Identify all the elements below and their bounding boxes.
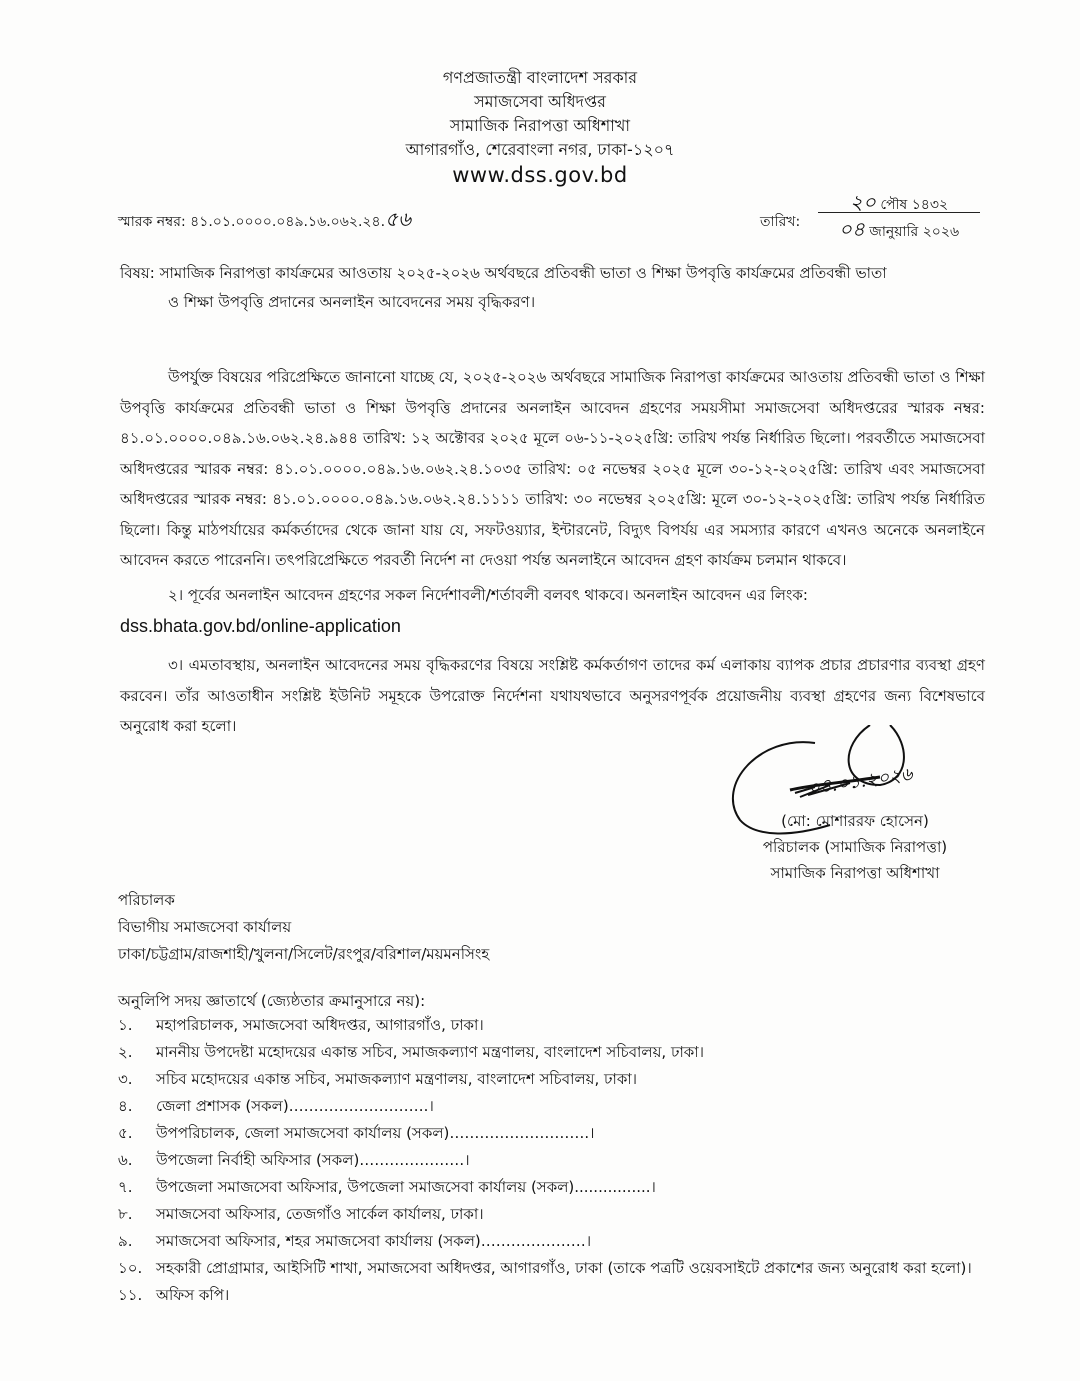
body-paragraph-2-text: ২। পূর্বের অনলাইন আবেদন গ্রহণের সকল নির্দেশাবলী/শর্তাবলী বলবৎ থাকবে। অনলাইন আবেদন এর লিংক: <box>168 586 808 604</box>
letterhead-address: আগারগাঁও, শেরেবাংলা নগর, ঢাকা-১২০৭ <box>405 140 675 159</box>
bangla-date-day: ২০ <box>849 190 876 214</box>
bangla-date-month-year: পৌষ ১৪৩২ <box>880 197 949 213</box>
gregorian-date-month-year: জানুয়ারি ২০২৬ <box>869 224 960 240</box>
cc-list <box>118 1012 988 1309</box>
cc-item-text: সমাজসেবা অফিসার, তেজগাঁও সার্কেল কার্যালয়, ঢাকা। <box>156 1205 484 1223</box>
signatory <box>720 808 990 886</box>
cc-title: অনুলিপি সদয় জ্ঞাতার্থে (জ্যেষ্ঠতার ক্রমানুসারে নয়): <box>118 992 426 1010</box>
recipient-divisions: ঢাকা/চট্টগ্রাম/রাজশাহী/খুলনা/সিলেট/রংপুর/বরিশাল/ময়মনসিংহ <box>118 945 490 963</box>
cc-item-number: ৭. <box>118 1178 133 1196</box>
memo-handwritten-suffix: ৫৬ <box>385 207 412 231</box>
cc-item <box>118 1255 988 1282</box>
cc-item-text: উপপরিচালক, জেলা সমাজসেবা কার্যালয় (সকল)……………………….। <box>156 1124 595 1142</box>
cc-item-number: ৩. <box>118 1070 133 1088</box>
letterhead-branch: সামাজিক নিরাপত্তা অধিশাখা <box>449 116 631 135</box>
letterhead-website: www.dss.gov.bd <box>452 163 628 187</box>
cc-item <box>118 1282 988 1309</box>
cc-item-number: ৮. <box>118 1205 133 1223</box>
cc-item-number: ৯. <box>118 1232 133 1250</box>
cc-item-number: ১১. <box>118 1286 143 1304</box>
cc-item-number: ৪. <box>118 1097 133 1115</box>
cc-item <box>118 1012 988 1039</box>
subject <box>120 259 990 317</box>
letterhead-government: গণপ্রজাতন্ত্রী বাংলাদেশ সরকার <box>442 68 638 87</box>
recipient <box>118 887 489 968</box>
memo-number <box>118 205 411 238</box>
subject-line-2: ও শিক্ষা উপবৃত্তি প্রদানের অনলাইন আবেদনের সময় বৃদ্ধিকরণ। <box>168 293 536 311</box>
cc-item-text: সহকারী প্রোগ্রামার, আইসিটি শাখা, সমাজসেবা অধিদপ্তর, আগারগাঁও, ঢাকা (তাকে পত্রটি ওয়েবসাইটে প্রকাশের জন্য অনুরোধ করা হলো)। <box>156 1259 972 1277</box>
cc-item-text: সচিব মহোদয়ের একান্ত সচিব, সমাজকল্যাণ মন্ত্রণালয়, বাংলাদেশ সচিবালয়, ঢাকা। <box>156 1070 638 1088</box>
cc-item-number: ২. <box>118 1043 133 1061</box>
letterhead <box>0 66 1080 188</box>
signatory-office: সামাজিক নিরাপত্তা অধিশাখা <box>770 864 940 882</box>
cc-item <box>118 1201 988 1228</box>
cc-item-number: ৬. <box>118 1151 133 1169</box>
signature-date: ০৪.০১.২০২৬ <box>806 763 914 800</box>
cc-item-number: ১. <box>118 1016 133 1034</box>
recipient-title: পরিচালক <box>118 891 175 909</box>
gregorian-date <box>818 213 980 239</box>
memo-label: স্মারক নম্বর: <box>118 214 186 230</box>
online-application-link[interactable]: dss.bhata.gov.bd/online-application <box>120 615 401 636</box>
signatory-designation: পরিচালক (সামাজিক নিরাপত্তা) <box>762 838 948 856</box>
bangla-date <box>818 188 980 213</box>
memo-number-value: ৪১.০১.০০০০.০৪৯.১৬.০৬২.২৪. <box>190 214 386 230</box>
cc-item <box>118 1039 988 1066</box>
cc-item-number: ১০. <box>118 1259 143 1277</box>
cc-item <box>118 1093 988 1120</box>
body-paragraph-2 <box>120 580 985 641</box>
cc-item <box>118 1120 988 1147</box>
cc-item <box>118 1228 988 1255</box>
gregorian-date-day: ০৪ <box>838 217 865 241</box>
cc-item <box>118 1174 988 1201</box>
cc-item-text: উপজেলা সমাজসেবা অফিসার, উপজেলা সমাজসেবা কার্যালয় (সকল)................। <box>156 1178 656 1196</box>
cc-item <box>118 1066 988 1093</box>
cc-item-text: উপজেলা নির্বাহী অফিসার (সকল)…………………। <box>156 1151 470 1169</box>
recipient-office: বিভাগীয় সমাজসেবা কার্যালয় <box>118 918 292 936</box>
cc-item-text: মাননীয় উপদেষ্টা মহোদয়ের একান্ত সচিব, সমাজকল্যাণ মন্ত্রণালয়, বাংলাদেশ সচিবালয়, ঢাকা। <box>156 1043 705 1061</box>
body-paragraph-3-text: ৩। এমতাবস্থায়, অনলাইন আবেদনের সময় বৃদ্ধিকরণের বিষয়ে সংশ্লিষ্ট কর্মকর্তাগণ তাদের কর্ম এলাকায় ব্যাপক প্রচার প্রচারণার ব্যবস্থা গ্রহণ করবেন। তাঁর আওতাধীন সংশ্লিষ্ট ইউনিট সমূহকে উপরোক্ত নির্দেশনা যথাযথভাবে অনুসরণপূর্বক প্রয়োজনীয় ব্যবস্থা গ্রহণের জন্য বিশেষভাবে অনুরোধ করা হলো। <box>120 656 985 735</box>
cc-item <box>118 1147 988 1174</box>
cc-item-text: সমাজসেবা অফিসার, শহর সমাজসেবা কার্যালয় (সকল)…………………। <box>156 1232 592 1250</box>
body-paragraph-1-text: উপর্যুক্ত বিষয়ের পরিপ্রেক্ষিতে জানানো যাচ্ছে যে, ২০২৫-২০২৬ অর্থবছরে সামাজিক নিরাপত্তা কার্যক্রমের আওতায় প্রতিবন্ধী ভাতা ও শিক্ষা উপবৃত্তি কার্যক্রমের প্রতিবন্ধী ভাতা ও শিক্ষা উপবৃত্তি প্রদানের অনলাইন আবেদন গ্রহণের সময়সীমা সমাজসেবা অধিদপ্তরের স্মারক নম্বর: ৪১.০১.০০০০.০৪৯.১৬.০৬২.২৪.৯৪৪ তারিখ: ১২ অক্টোবর ২০২৫ মূলে ০৬-১১-২০২৫খ্রি: তারিখ পর্যন্ত নির্ধারিত ছিলো। পরবর্তীতে সমাজসেবা অধিদপ্তরের স্মারক নম্বর: ৪১.০১.০০০০.০৪৯.১৬.০৬২.২৪.১০৩৫ তারিখ: ০৫ নভেম্বর ২০২৫ মূলে ৩০-১২-২০২৫খ্রি: তারিখ এবং সমাজসেবা অধিদপ্তরের স্মারক নম্বর: ৪১.০১.০০০০.০৪৯.১৬.০৬২.২৪.১১১১ তারিখ: ৩০ নভেম্বর ২০২৫খ্রি: মূলে ৩০-১২-২০২৫খ্রি: তারিখ পর্যন্ত নির্ধারিত ছিলো। কিন্তু মাঠপর্যায়ের কর্মকর্তাদের থেকে জানা যায় যে, সফটওয়্যার, ইন্টারনেট, বিদ্যুৎ বিপর্যয় এর সমস্যার কারণে এখনও অনেকে অনলাইনে আবেদন করতে পারেননি। তৎপরিপ্রেক্ষিতে পরবর্তী নির্দেশ না দেওয়া পর্যন্ত অনলাইনে আবেদন গ্রহণ কার্যক্রম চলমান থাকবে। <box>120 368 985 569</box>
cc-item-number: ৫. <box>118 1124 133 1142</box>
cc-item-text: অফিস কপি। <box>156 1286 230 1304</box>
cc-item-text: জেলা প্রশাসক (সকল)……………………….। <box>156 1097 434 1115</box>
subject-line-1: বিষয়: সামাজিক নিরাপত্তা কার্যক্রমের আওতায় ২০২৫-২০২৬ অর্থবছরে প্রতিবন্ধী ভাতা ও শিক্ষা উপবৃত্তি কার্যক্রমের প্রতিবন্ধী ভাতা <box>120 264 887 282</box>
body-paragraph-1 <box>120 362 985 576</box>
date-fraction <box>818 188 980 239</box>
signatory-name: (মো: মোশাররফ হোসেন) <box>781 812 929 830</box>
letterhead-department: সমাজসেবা অধিদপ্তর <box>474 92 606 111</box>
date-label: তারিখ: <box>760 214 801 230</box>
cc-item-text: মহাপরিচালক, সমাজসেবা অধিদপ্তর, আগারগাঁও, ঢাকা। <box>156 1016 484 1034</box>
